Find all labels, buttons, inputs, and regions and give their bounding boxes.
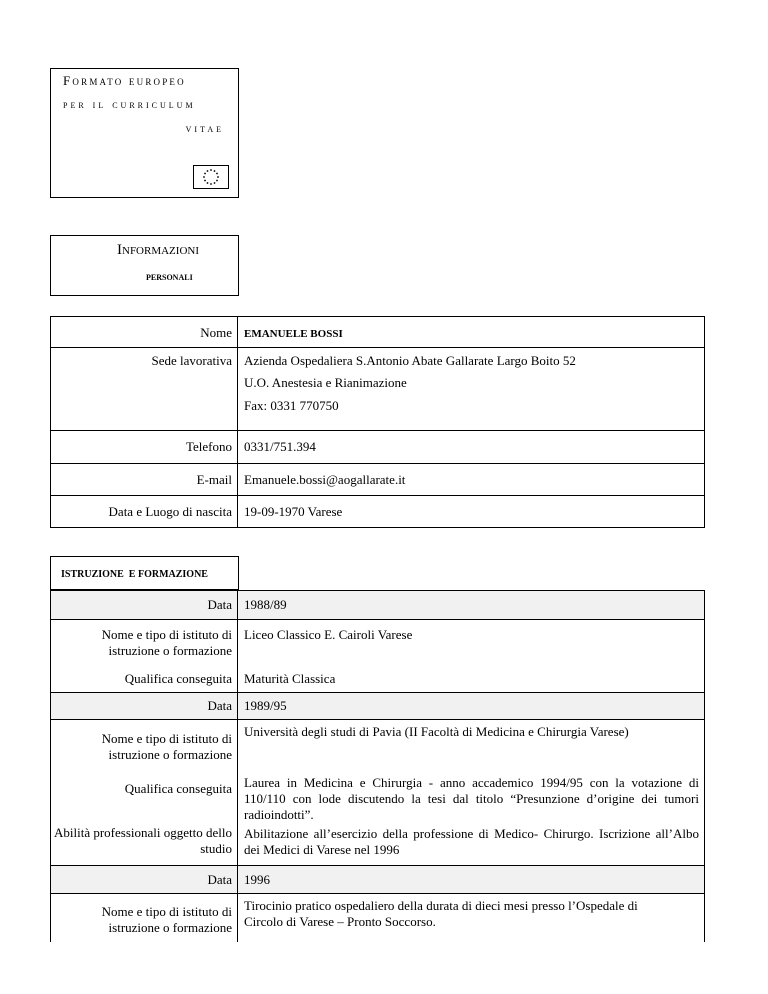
entry3-istituto-value: Tirocinio pratico ospedaliero della durata di dieci mesi presso l’Ospedale di Circolo di Varese – Pronto Soccorso. [244, 898, 638, 929]
entry2-qualifica-label: Qualifica conseguita [124, 781, 232, 796]
value-sede-1: Azienda Ospedaliera S.Antonio Abate Gallarate Largo Boito 52 [244, 353, 576, 368]
entry1-istituto-value: Liceo Classico E. Cairoli Varese [244, 627, 413, 642]
entry1-data-value: 1988/89 [244, 597, 287, 612]
entry1-qualifica-label: Qualifica conseguita [124, 671, 232, 686]
education-heading-box [50, 556, 239, 590]
value-email: Emanuele.bossi@aogallarate.it [244, 472, 406, 487]
eu-flag-icon [193, 165, 229, 189]
value-telefono: 0331/751.394 [244, 439, 316, 454]
label-nascita: Data e Luogo di nascita [108, 504, 232, 519]
value-nome: EMANUELE BOSSI [244, 328, 343, 340]
entry2-istituto-value: Università degli studi di Pavia (II Facoltà di Medicina e Chirurgia Varese) [244, 724, 629, 739]
entry3-istituto-label: Nome e tipo di istituto di istruzione o formazione [101, 904, 232, 935]
value-nascita: 19-09-1970 Varese [244, 504, 343, 519]
label-sede: Sede lavorativa [151, 353, 232, 368]
header-line-3: vitae [185, 121, 224, 135]
entry2-abilita-label: Abilità professionali oggetto dello studio [54, 825, 232, 856]
entry3-data-label: Data [207, 872, 232, 887]
personal-info-title-2: personali [146, 269, 193, 283]
entry1-data-label: Data [207, 597, 232, 612]
label-nome: Nome [200, 325, 232, 340]
personal-info-title-1: Informazioni [117, 242, 199, 258]
personal-info-heading-box [50, 235, 239, 296]
entry2-data-label: Data [207, 698, 232, 713]
entry2-data-value: 1989/95 [244, 698, 287, 713]
label-telefono: Telefono [185, 439, 232, 454]
entry2-qualifica-value: Laurea in Medicina e Chirurgia - anno accademico 1994/95 con la votazione di 110/110 con lode discutendo la tesi dal titolo “Presunzione d’origine dei tumori radioindotti”. [244, 775, 699, 822]
entry2-abilita-value: Abilitazione all’esercizio della professione di Medico- Chirurgo. Iscrizione all’Albo dei Medici di Varese nel 1996 [244, 826, 699, 857]
header-line-1: Formato europeo [63, 73, 186, 88]
entry1-istituto-label: Nome e tipo di istituto di istruzione o formazione [101, 627, 232, 658]
personal-info-table [50, 316, 705, 528]
header-line-2: per il curriculum [63, 97, 196, 111]
label-email: E-mail [196, 472, 232, 487]
entry1-qualifica-value: Maturità Classica [244, 671, 336, 686]
value-sede-3: Fax: 0331 770750 [244, 398, 339, 413]
entry3-data-value: 1996 [244, 872, 270, 887]
value-sede-2: U.O. Anestesia e Rianimazione [244, 375, 407, 390]
entry2-istituto-label: Nome e tipo di istituto di istruzione o formazione [101, 731, 232, 762]
education-title: ISTRUZIONE E FORMAZIONE [61, 569, 208, 580]
